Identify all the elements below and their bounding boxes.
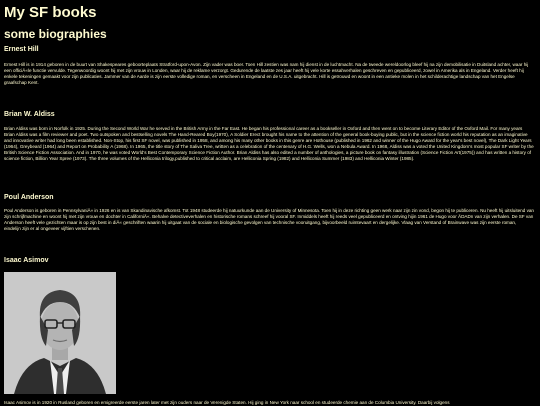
author-portrait-photo (4, 272, 116, 394)
author-name-anderson: Poul Anderson (4, 194, 54, 201)
author-name-aldiss: Brian W. Aldiss (4, 111, 55, 118)
author-bio-aldiss: Brian Aldiss was born in Norfolk in 1925. During the Second World War he served in the British Army in the Far East. He began his professional career as a bookseller in Oxford and then went on to become Literary Editor of the Oxford Mail. For many years Brian Aldiss was a film reviewer and poet. Two outspoken and bestselling novels The Hand-Reared Boy(1970), A Soldier Erect brought his name to the attention of the general book-buying public, but in the science fiction world his reputation as an imaginative and innovative writer had long been established. Non-Stop, his first SF novel, was published in 1958, and among his many other books in this genre are Hothouse (published in 1962 and winner of the Hugo Award for the year's best novel), The Dark Light Years (1964), Greybeard (1964) and Report on Probability A (1968). In 1965, the title story of The Saliva Tree, written as a celebration of the centenary of H.G. Wells, won a Nebula Award. In 1968, Aldiss was a voted the United Kingdom's most popular SF writer by the British Science Fiction Association. And in 1970, he was voted World's Best Contemporary Science Fiction Author. Brian Aldiss has also edited a number of anthologies, a picture book on fantasy illustration (Science Fiction Art(1975)) and has written a history of science fiction, Billion Year Spree (1973). The three volumes of the Helliconia trilogy,published to critical acclaim, are Helliconia Spring (1982) and Helliconia Summer (1983) and Helliconia Winter (1985). (4, 126, 534, 162)
page-subtitle: some biographies (4, 27, 107, 41)
page-title: My SF books (4, 4, 97, 21)
author-name-asimov: Isaac Asimov (4, 257, 49, 264)
author-name-hill: Ernest Hill (4, 46, 39, 53)
author-bio-hill: Ernest Hill is in 1914 geboren in de buurt van Shakespeares geboorteplaats Stratford-upon-Avon. Zijn vader was boer. Toen Hill zestien was nam hij dienst in de luchtmacht. Na de tweede wereldoorlog bleef hij na zijn demobilisatie in Duitsland achter, waar hij een officiÃ«le functie vervulde. Tegenwoordig woont hij met zijn vrouw in Londen, waar hij de reklame verzorgt. Gedurende de laatste zes jaar heeft hij vele korte essahverhalen geschreven en gepubliceerd, zowel in Amerika als in Engeland. Verder heeft hij enkele tekeningen gemaakt voor zijn publicaties. Jammer van de Aarde is zijn eerste volledige roman, en verscheen in Engeland en de U.S.A. uitgebracht. Hill is getrouwd en woont in een antieke molen in het schilderachtige landschap van het Engelse graafschap Kent. (4, 62, 529, 86)
author-bio-anderson: Poul Anderson is geboren in PennsylvaniÃ« in 1926 en is van Skandinavische afkomst. Tot 1948 studeerde hij natuurkunde aan de University of Minnesota. Toen hij in deze richting geen werk naar zijn zin vond, begon hij te publiceren. Nu heeft hij uitsluitend van zijn schrijfmachine en woont hij met zijn vrouw en dochter in CaliforniÃ«. Behalve detectiveverhalen en historische romans schreef hij vooral SF. Inmiddels heeft hij reeds veel gepubliceerd en ontving hijin 1961 de Hugo voor ÃDADn van zijn verhalen. De SF van Anderson heeft vele gezichten maar is op zijn best in diÃ« geschriften waarin hij uitgaat van de sociale en biologische gevolgen van technische vooruitgang, bijvoorbeeld ruimtevaart en dergelijke. Vlaag van Verstand of Brainwave was zijn eerste roman, eindelijn zijn er al ongeveer vijftien verschenen. (4, 208, 534, 232)
author-bio-asimov: Isaac Asimov is in 1920 in Rusland geboren en emigreerde eerste jaren later met zijn ouders naar de Verenigde Staten. Hij ging in New York naar school en studeerde chemie aan de Columbia University. Daarbij volgens (4, 400, 450, 405)
